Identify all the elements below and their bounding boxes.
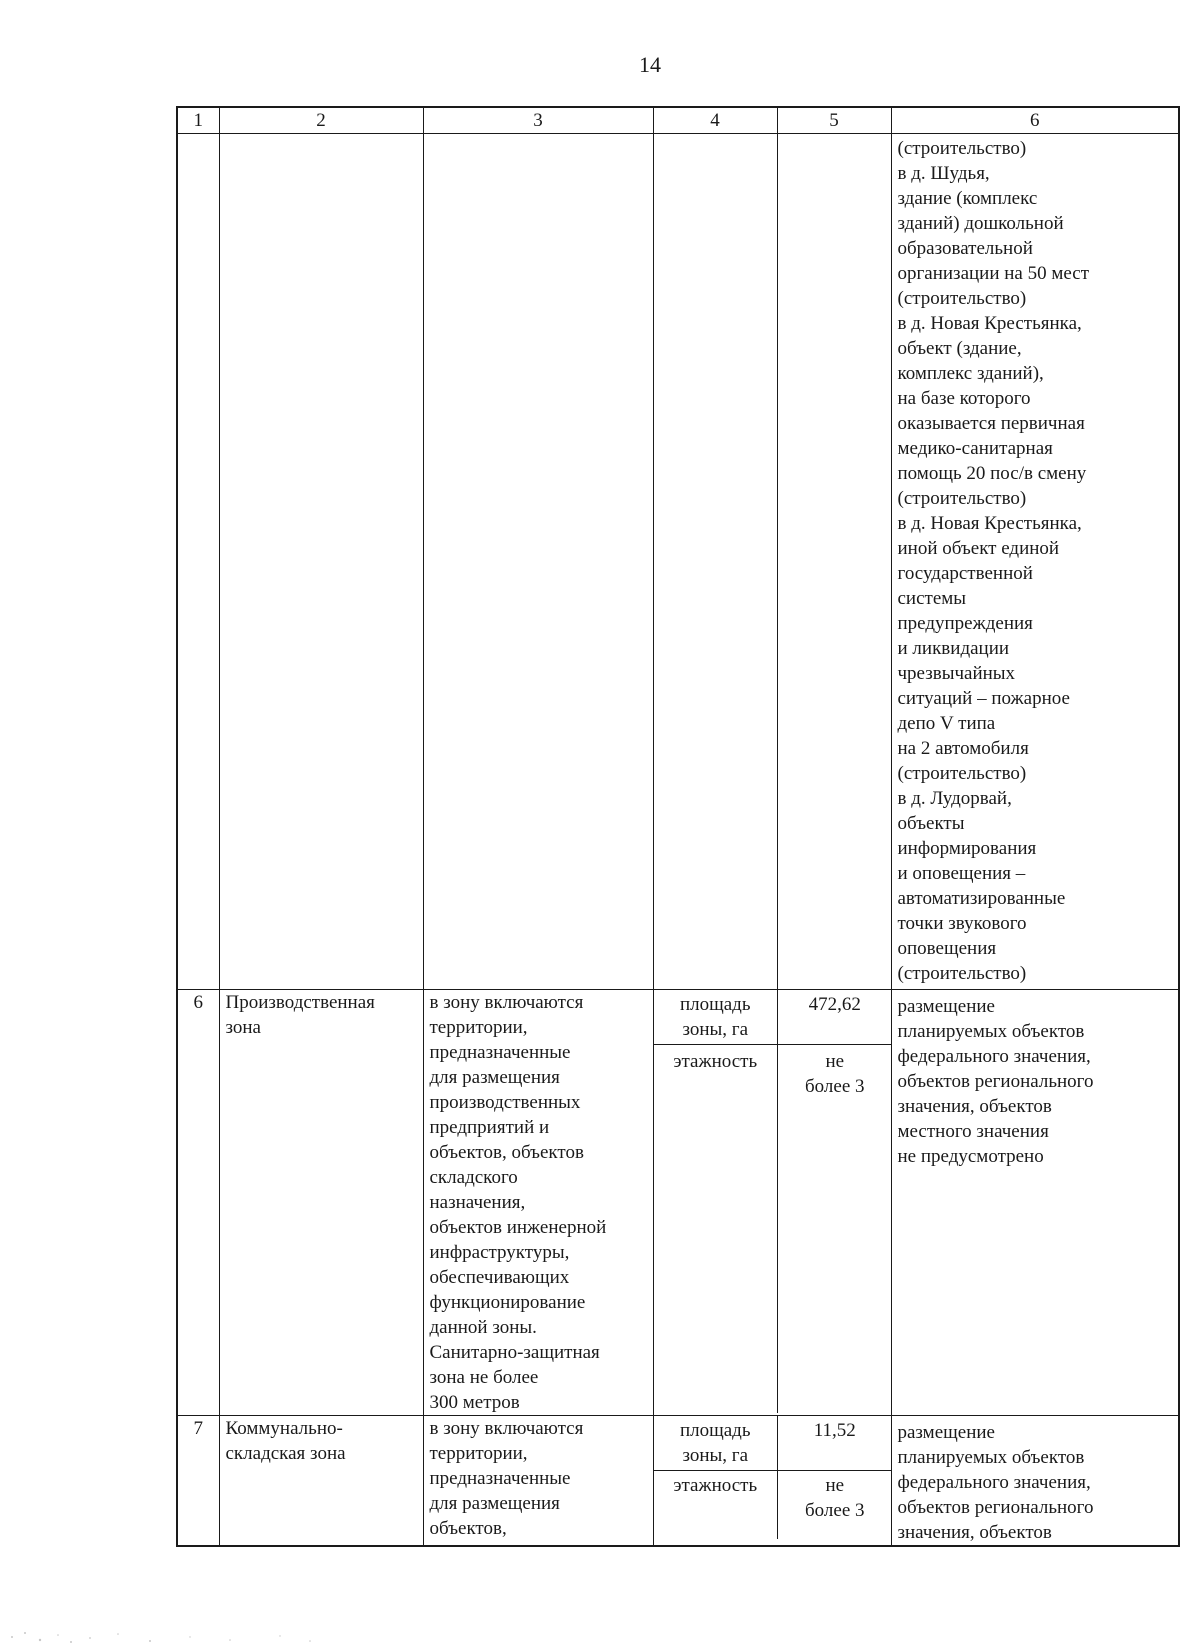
zone-parameters <box>653 990 891 1416</box>
column-header: 2 <box>219 107 423 134</box>
parameter-label: площадь зоны, га <box>654 990 778 1045</box>
placement-text: размещение планируемых объектов федерального значения, объектов регионального значения, объектов местного значения не предусмотрено <box>891 990 1179 1416</box>
column-header: 3 <box>423 107 653 134</box>
zones-table <box>176 106 1180 1547</box>
column-header: 6 <box>891 107 1179 134</box>
parameter-value: не более 3 <box>804 1051 865 1097</box>
page-number: 14 <box>639 52 661 77</box>
column-header: 1 <box>177 107 219 134</box>
parameter-value: 472,62 <box>778 990 892 1045</box>
parameter-value: 11,52 <box>778 1416 892 1471</box>
table-row <box>177 990 1179 1416</box>
placement-text: размещение планируемых объектов федерального значения, объектов регионального значения, объектов <box>891 1416 1179 1547</box>
scan-speckle <box>0 1607 340 1647</box>
parameter-label: этажность <box>654 1471 778 1540</box>
column-header: 4 <box>653 107 777 134</box>
zone-description: в зону включаются территории, предназначенные для размещения объектов, <box>423 1416 653 1547</box>
zone-name: Производственная зона <box>219 990 423 1416</box>
zone-name: Коммунально- складская зона <box>219 1416 423 1547</box>
zone-parameters <box>653 1416 891 1547</box>
row-number: 6 <box>177 990 219 1416</box>
continued-placement-text: (строительство) в д. Шудья, здание (комплекс зданий) дошкольной образовательной организации на 50 мест (строительство) в д. Новая Крестьянка, объект (здание, комплекс зданий), на базе которого оказывается первичная медико-санитарная помощь 20 пос/в смену (строительство) в д. Новая Крестьянка, иной объект единой государственной системы предупреждения и ликвидации чрезвычайных ситуаций – пожарное депо V типа на 2 автомобиля (строительство) в д. Лудорвай, объекты информирования и оповещения – автоматизированные точки звукового оповещения (строительство) <box>891 134 1179 990</box>
row-number: 7 <box>177 1416 219 1547</box>
parameter-value: не более 3 <box>804 1475 865 1521</box>
zone-description: в зону включаются территории, предназначенные для размещения производственных предприятий и объектов, объектов складского назначения, объектов инженерной инфраструктуры, обеспечивающих функционирование данной зоны. Санитарно-защитная зона не более 300 метров <box>423 990 653 1416</box>
parameter-label: площадь зоны, га <box>654 1416 778 1471</box>
table-row-continuation <box>177 134 1179 990</box>
table-row <box>177 1416 1179 1547</box>
parameter-label: этажность <box>654 1045 778 1414</box>
column-header: 5 <box>777 107 891 134</box>
table-header-row <box>177 107 1179 134</box>
